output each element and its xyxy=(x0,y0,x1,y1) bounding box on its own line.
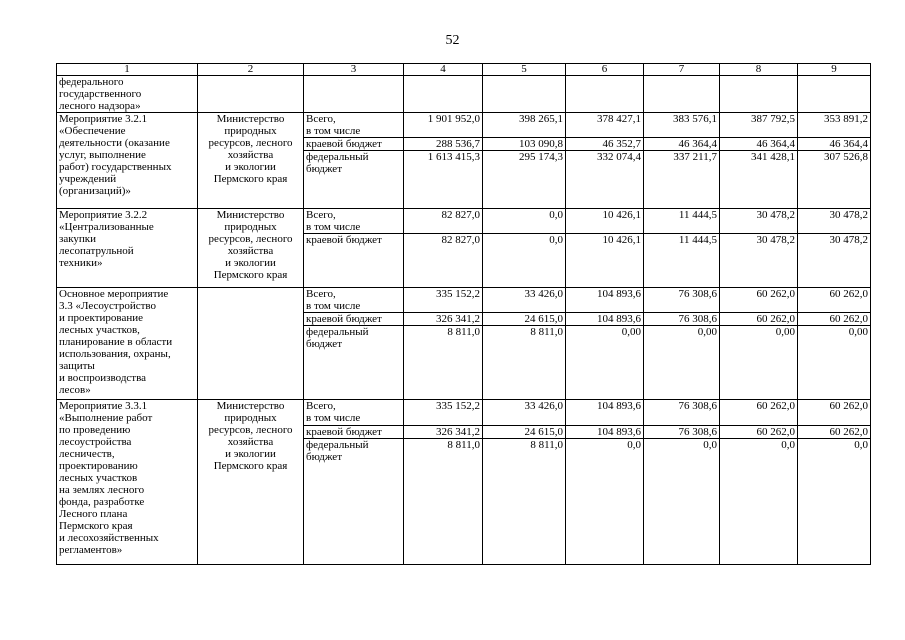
executor: Министерство природных ресурсов, лесного хозяйства и экологии Пермского края xyxy=(198,400,304,565)
amount-cell: 46 352,7 xyxy=(566,138,644,151)
budget-row xyxy=(57,209,871,234)
amount-cell: 337 211,7 xyxy=(644,151,720,209)
amount-cell: 8 811,0 xyxy=(483,439,566,565)
amount-cell: 76 308,6 xyxy=(644,400,720,426)
activity-name: Мероприятие 3.3.1 «Выполнение работ по проведению лесоустройства лесничеств, проектированию лесных участков на землях лесного фонда, разработке Лесного плана Пермского края и лесохозяйственных регламентов» xyxy=(57,400,198,565)
amount-cell: 1 901 952,0 xyxy=(404,113,483,138)
funding-source: федеральный бюджет xyxy=(304,326,404,400)
activity-name: Мероприятие 3.2.1 «Обеспечение деятельности (оказание услуг, выполнение работ) государственных учреждений (организаций)» xyxy=(57,113,198,209)
amount-cell: 30 478,2 xyxy=(798,234,871,288)
amount-cell: 33 426,0 xyxy=(483,400,566,426)
amount-cell: 104 893,6 xyxy=(566,426,644,439)
amount-cell: 82 827,0 xyxy=(404,234,483,288)
amount-cell: 0,0 xyxy=(798,439,871,565)
amount-cell: 30 478,2 xyxy=(720,234,798,288)
funding-source: федеральный бюджет xyxy=(304,439,404,565)
amount-cell: 326 341,2 xyxy=(404,426,483,439)
funding-source: краевой бюджет xyxy=(304,138,404,151)
funding-source: краевой бюджет xyxy=(304,313,404,326)
funding-source: краевой бюджет xyxy=(304,234,404,288)
column-header: 8 xyxy=(720,64,798,76)
amount-cell: 0,0 xyxy=(644,439,720,565)
amount-cell: 60 262,0 xyxy=(798,288,871,313)
executor: Министерство природных ресурсов, лесного хозяйства и экологии Пермского края xyxy=(198,113,304,209)
column-header: 4 xyxy=(404,64,483,76)
empty-cell xyxy=(644,76,720,113)
amount-cell: 11 444,5 xyxy=(644,234,720,288)
amount-cell: 0,00 xyxy=(720,326,798,400)
empty-cell xyxy=(566,76,644,113)
amount-cell: 0,0 xyxy=(566,439,644,565)
amount-cell: 60 262,0 xyxy=(720,400,798,426)
amount-cell: 341 428,1 xyxy=(720,151,798,209)
amount-cell: 24 615,0 xyxy=(483,313,566,326)
amount-cell: 383 576,1 xyxy=(644,113,720,138)
amount-cell: 104 893,6 xyxy=(566,400,644,426)
amount-cell: 104 893,6 xyxy=(566,288,644,313)
column-header: 3 xyxy=(304,64,404,76)
budget-row xyxy=(57,113,871,138)
amount-cell: 46 364,4 xyxy=(644,138,720,151)
executor xyxy=(198,288,304,400)
table-body xyxy=(57,76,871,565)
empty-cell xyxy=(198,76,304,113)
funding-source: краевой бюджет xyxy=(304,426,404,439)
amount-cell: 60 262,0 xyxy=(798,426,871,439)
amount-cell: 335 152,2 xyxy=(404,400,483,426)
amount-cell: 76 308,6 xyxy=(644,288,720,313)
funding-source: Всего, в том числе xyxy=(304,113,404,138)
amount-cell: 11 444,5 xyxy=(644,209,720,234)
amount-cell: 0,00 xyxy=(644,326,720,400)
activity-name: Основное мероприятие 3.3 «Лесоустройство и проектирование лесных участков, планирование в области использования, охраны, защиты и воспроизводства лесов» xyxy=(57,288,198,400)
amount-cell: 335 152,2 xyxy=(404,288,483,313)
amount-cell: 8 811,0 xyxy=(404,439,483,565)
amount-cell: 60 262,0 xyxy=(798,400,871,426)
budget-table xyxy=(56,63,871,565)
amount-cell: 332 074,4 xyxy=(566,151,644,209)
funding-source: Всего, в том числе xyxy=(304,209,404,234)
column-header: 2 xyxy=(198,64,304,76)
amount-cell: 82 827,0 xyxy=(404,209,483,234)
empty-cell xyxy=(304,76,404,113)
amount-cell: 60 262,0 xyxy=(720,288,798,313)
budget-row xyxy=(57,288,871,313)
amount-cell: 10 426,1 xyxy=(566,234,644,288)
executor: Министерство природных ресурсов, лесного хозяйства и экологии Пермского края xyxy=(198,209,304,288)
budget-row xyxy=(57,400,871,426)
column-header: 5 xyxy=(483,64,566,76)
empty-cell xyxy=(404,76,483,113)
amount-cell: 104 893,6 xyxy=(566,313,644,326)
amount-cell: 103 090,8 xyxy=(483,138,566,151)
amount-cell: 288 536,7 xyxy=(404,138,483,151)
amount-cell: 46 364,4 xyxy=(798,138,871,151)
column-header: 9 xyxy=(798,64,871,76)
funding-source: федеральный бюджет xyxy=(304,151,404,209)
amount-cell: 0,00 xyxy=(566,326,644,400)
amount-cell: 33 426,0 xyxy=(483,288,566,313)
amount-cell: 387 792,5 xyxy=(720,113,798,138)
page-number: 52 xyxy=(445,33,460,48)
amount-cell: 378 427,1 xyxy=(566,113,644,138)
amount-cell: 0,0 xyxy=(720,439,798,565)
amount-cell: 60 262,0 xyxy=(720,426,798,439)
amount-cell: 8 811,0 xyxy=(483,326,566,400)
amount-cell: 76 308,6 xyxy=(644,426,720,439)
amount-cell: 0,0 xyxy=(483,209,566,234)
amount-cell: 1 613 415,3 xyxy=(404,151,483,209)
amount-cell: 0,0 xyxy=(483,234,566,288)
amount-cell: 24 615,0 xyxy=(483,426,566,439)
column-header: 7 xyxy=(644,64,720,76)
amount-cell: 60 262,0 xyxy=(798,313,871,326)
amount-cell: 76 308,6 xyxy=(644,313,720,326)
column-header: 6 xyxy=(566,64,644,76)
amount-cell: 46 364,4 xyxy=(720,138,798,151)
amount-cell: 8 811,0 xyxy=(404,326,483,400)
amount-cell: 295 174,3 xyxy=(483,151,566,209)
header-row xyxy=(57,64,871,76)
funding-source: Всего, в том числе xyxy=(304,400,404,426)
amount-cell: 60 262,0 xyxy=(720,313,798,326)
amount-cell: 307 526,8 xyxy=(798,151,871,209)
continuation-row xyxy=(57,76,871,113)
empty-cell xyxy=(798,76,871,113)
amount-cell: 0,00 xyxy=(798,326,871,400)
column-header: 1 xyxy=(57,64,198,76)
amount-cell: 326 341,2 xyxy=(404,313,483,326)
amount-cell: 353 891,2 xyxy=(798,113,871,138)
amount-cell: 30 478,2 xyxy=(720,209,798,234)
activity-name: федерального государственного лесного надзора» xyxy=(57,76,198,113)
amount-cell: 10 426,1 xyxy=(566,209,644,234)
empty-cell xyxy=(720,76,798,113)
amount-cell: 30 478,2 xyxy=(798,209,871,234)
activity-name: Мероприятие 3.2.2 «Централизованные закупки лесопатрульной техники» xyxy=(57,209,198,288)
funding-source: Всего, в том числе xyxy=(304,288,404,313)
amount-cell: 398 265,1 xyxy=(483,113,566,138)
empty-cell xyxy=(483,76,566,113)
